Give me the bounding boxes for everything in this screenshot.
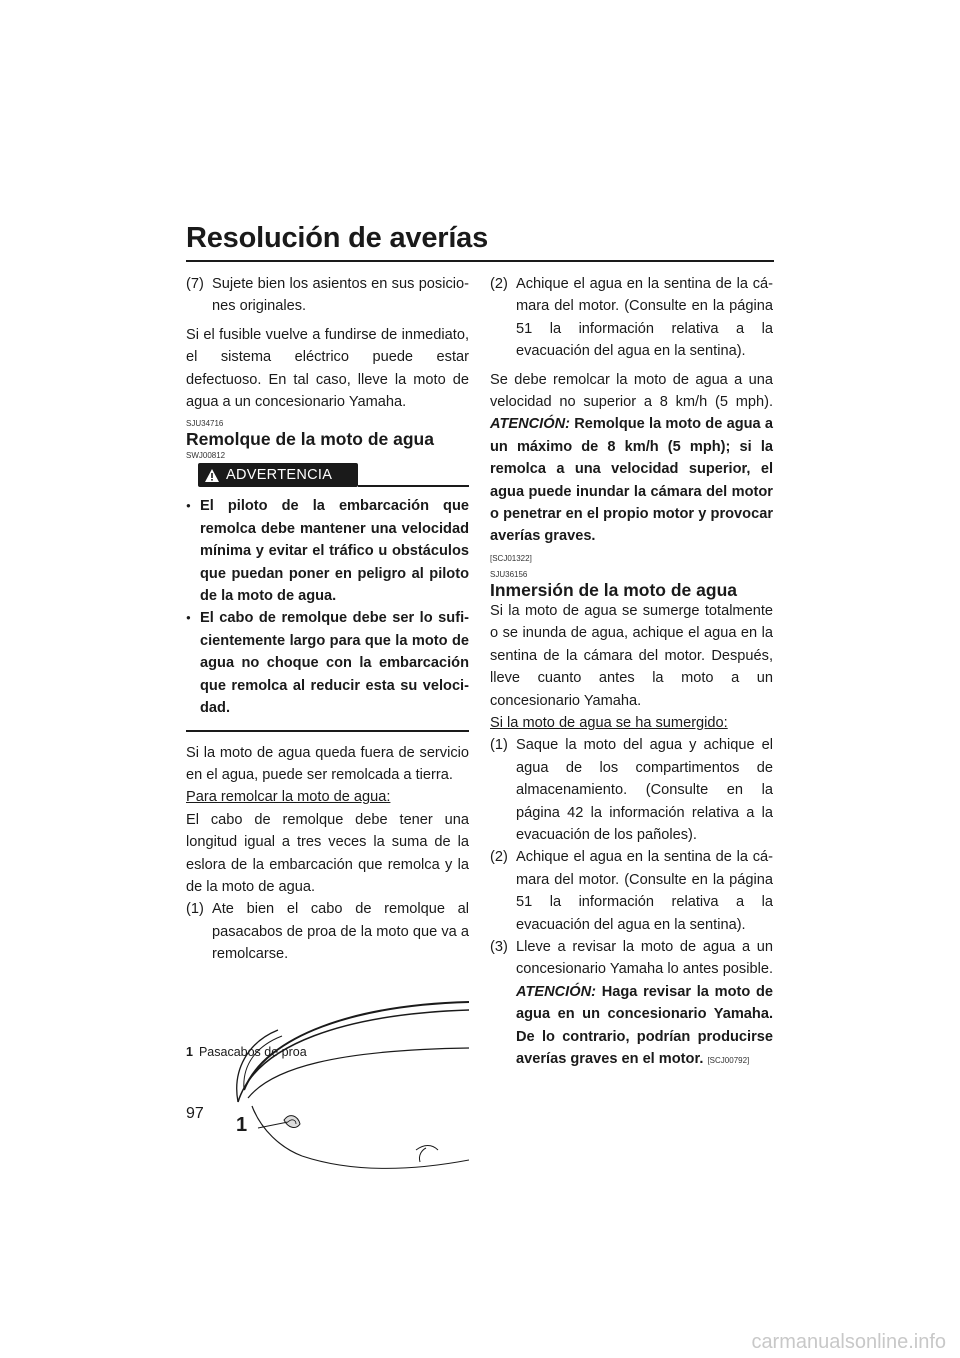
title-rule (186, 260, 774, 262)
immersion-heading: Inmersión de la moto de agua (490, 579, 737, 600)
section-code: SJU36156 (490, 569, 528, 579)
warning-header (186, 463, 469, 489)
tow-subheading: Para remolcar la moto de agua: (186, 789, 391, 806)
figure-caption: 1 Pasacabos de proa (186, 1045, 307, 1059)
immersion-step-2: (2) Achique el agua en la sentina de la cámara del motor. (Consulte en la página 51 la información relativa a la evacuación del agua en la sentina). (490, 849, 773, 933)
service-paragraph: Si la moto de agua queda fuera de servicio en el agua, puede ser remolcada a tierra. (186, 744, 469, 783)
towing-heading: Remolque de la moto de agua (186, 429, 434, 450)
warning-triangle-icon (204, 468, 220, 483)
warning-badge (198, 463, 358, 487)
warning-end-rule (186, 730, 469, 732)
page-number: 97 (186, 1105, 204, 1122)
warning-label: ADVERTENCIA (226, 467, 333, 484)
bow-illustration (186, 980, 469, 1180)
warning-item: ● El cabo de remolque debe ser lo suficientemente largo para que la moto de agua no choque con la embarcación que remolca al reducir esta su velocidad. (186, 607, 469, 719)
rope-paragraph: El cabo de remolque debe tener una longitud igual a tres veces la suma de la eslora de la embarcación que remolca y la de la moto de agua. (186, 811, 469, 895)
tow-step-2: (2) Achique el agua en la sentina de la cámara del motor. (Consulte en la página 51 la información relativa a la evacuación del agua en la sentina). (490, 276, 773, 360)
warning-code: SWJ00812 (186, 451, 226, 461)
speed-paragraph: Se debe remolcar la moto de agua a una velocidad no superior a 8 km/h (5 mph). ATENCIÓN: Remolque la moto de agua a un máximo de 8 km/h (5 mph); si la remolca a una velocidad superior, el agua puede inundar la cámara del motor o penetrar en el propio motor y provocar averías graves. (490, 371, 773, 545)
figure-callout: 1 (236, 1113, 248, 1136)
section-code: SJU34716 (186, 419, 224, 429)
caution-code: [SCJ01322] (490, 553, 532, 563)
fuse-paragraph: Si el fusible vuelve a fundirse de inmediato, el sistema eléctrico puede estar defectuoso. En tal caso, lleve la moto de agua a un concesionario Yamaha. (186, 326, 469, 411)
immersion-subheading: Si la moto de agua se ha sumergido: (490, 714, 728, 731)
watermark: carmanualsonline.info (751, 1331, 946, 1353)
tow-step-1: (1) Ate bien el cabo de remolque al pasacabos de proa de la moto que va a remolcarse. (186, 901, 469, 963)
page-title: Resolución de averías (186, 222, 489, 254)
immersion-step-1: (1) Saque la moto del agua y achique el agua de los compartimentos de almacenamiento. (Consulte en la página 42 la información relativa a la evacuación de los pañoles). (490, 737, 773, 843)
warning-item: ● El piloto de la embarcación que remolca debe mantener una velocidad mínima y evitar el tráfico u obstáculos que puedan poner en peligro al piloto de la moto de agua. (186, 495, 469, 607)
bow-eye-figure (186, 980, 469, 1180)
step-7: (7) Sujete bien los asientos en sus posiciones originales. (186, 276, 469, 315)
warning-list (186, 495, 469, 719)
immersion-paragraph: Si la moto de agua se sumerge totalmente o se inunda de agua, achique el agua en la sentina de la cámara del motor. Después, lleve cuanto antes la moto a un concesionario Yamaha. (490, 602, 773, 709)
right-column (490, 273, 773, 1072)
immersion-step-3: (3) Lleve a revisar la moto de agua a un concesionario Yamaha lo antes posible. ATENCIÓN: Haga revisar la moto de agua en un concesionario Yamaha. De lo contrario, podrían producirse averías graves en el motor. [SCJ00792] (490, 938, 773, 1067)
left-column (186, 273, 469, 1180)
